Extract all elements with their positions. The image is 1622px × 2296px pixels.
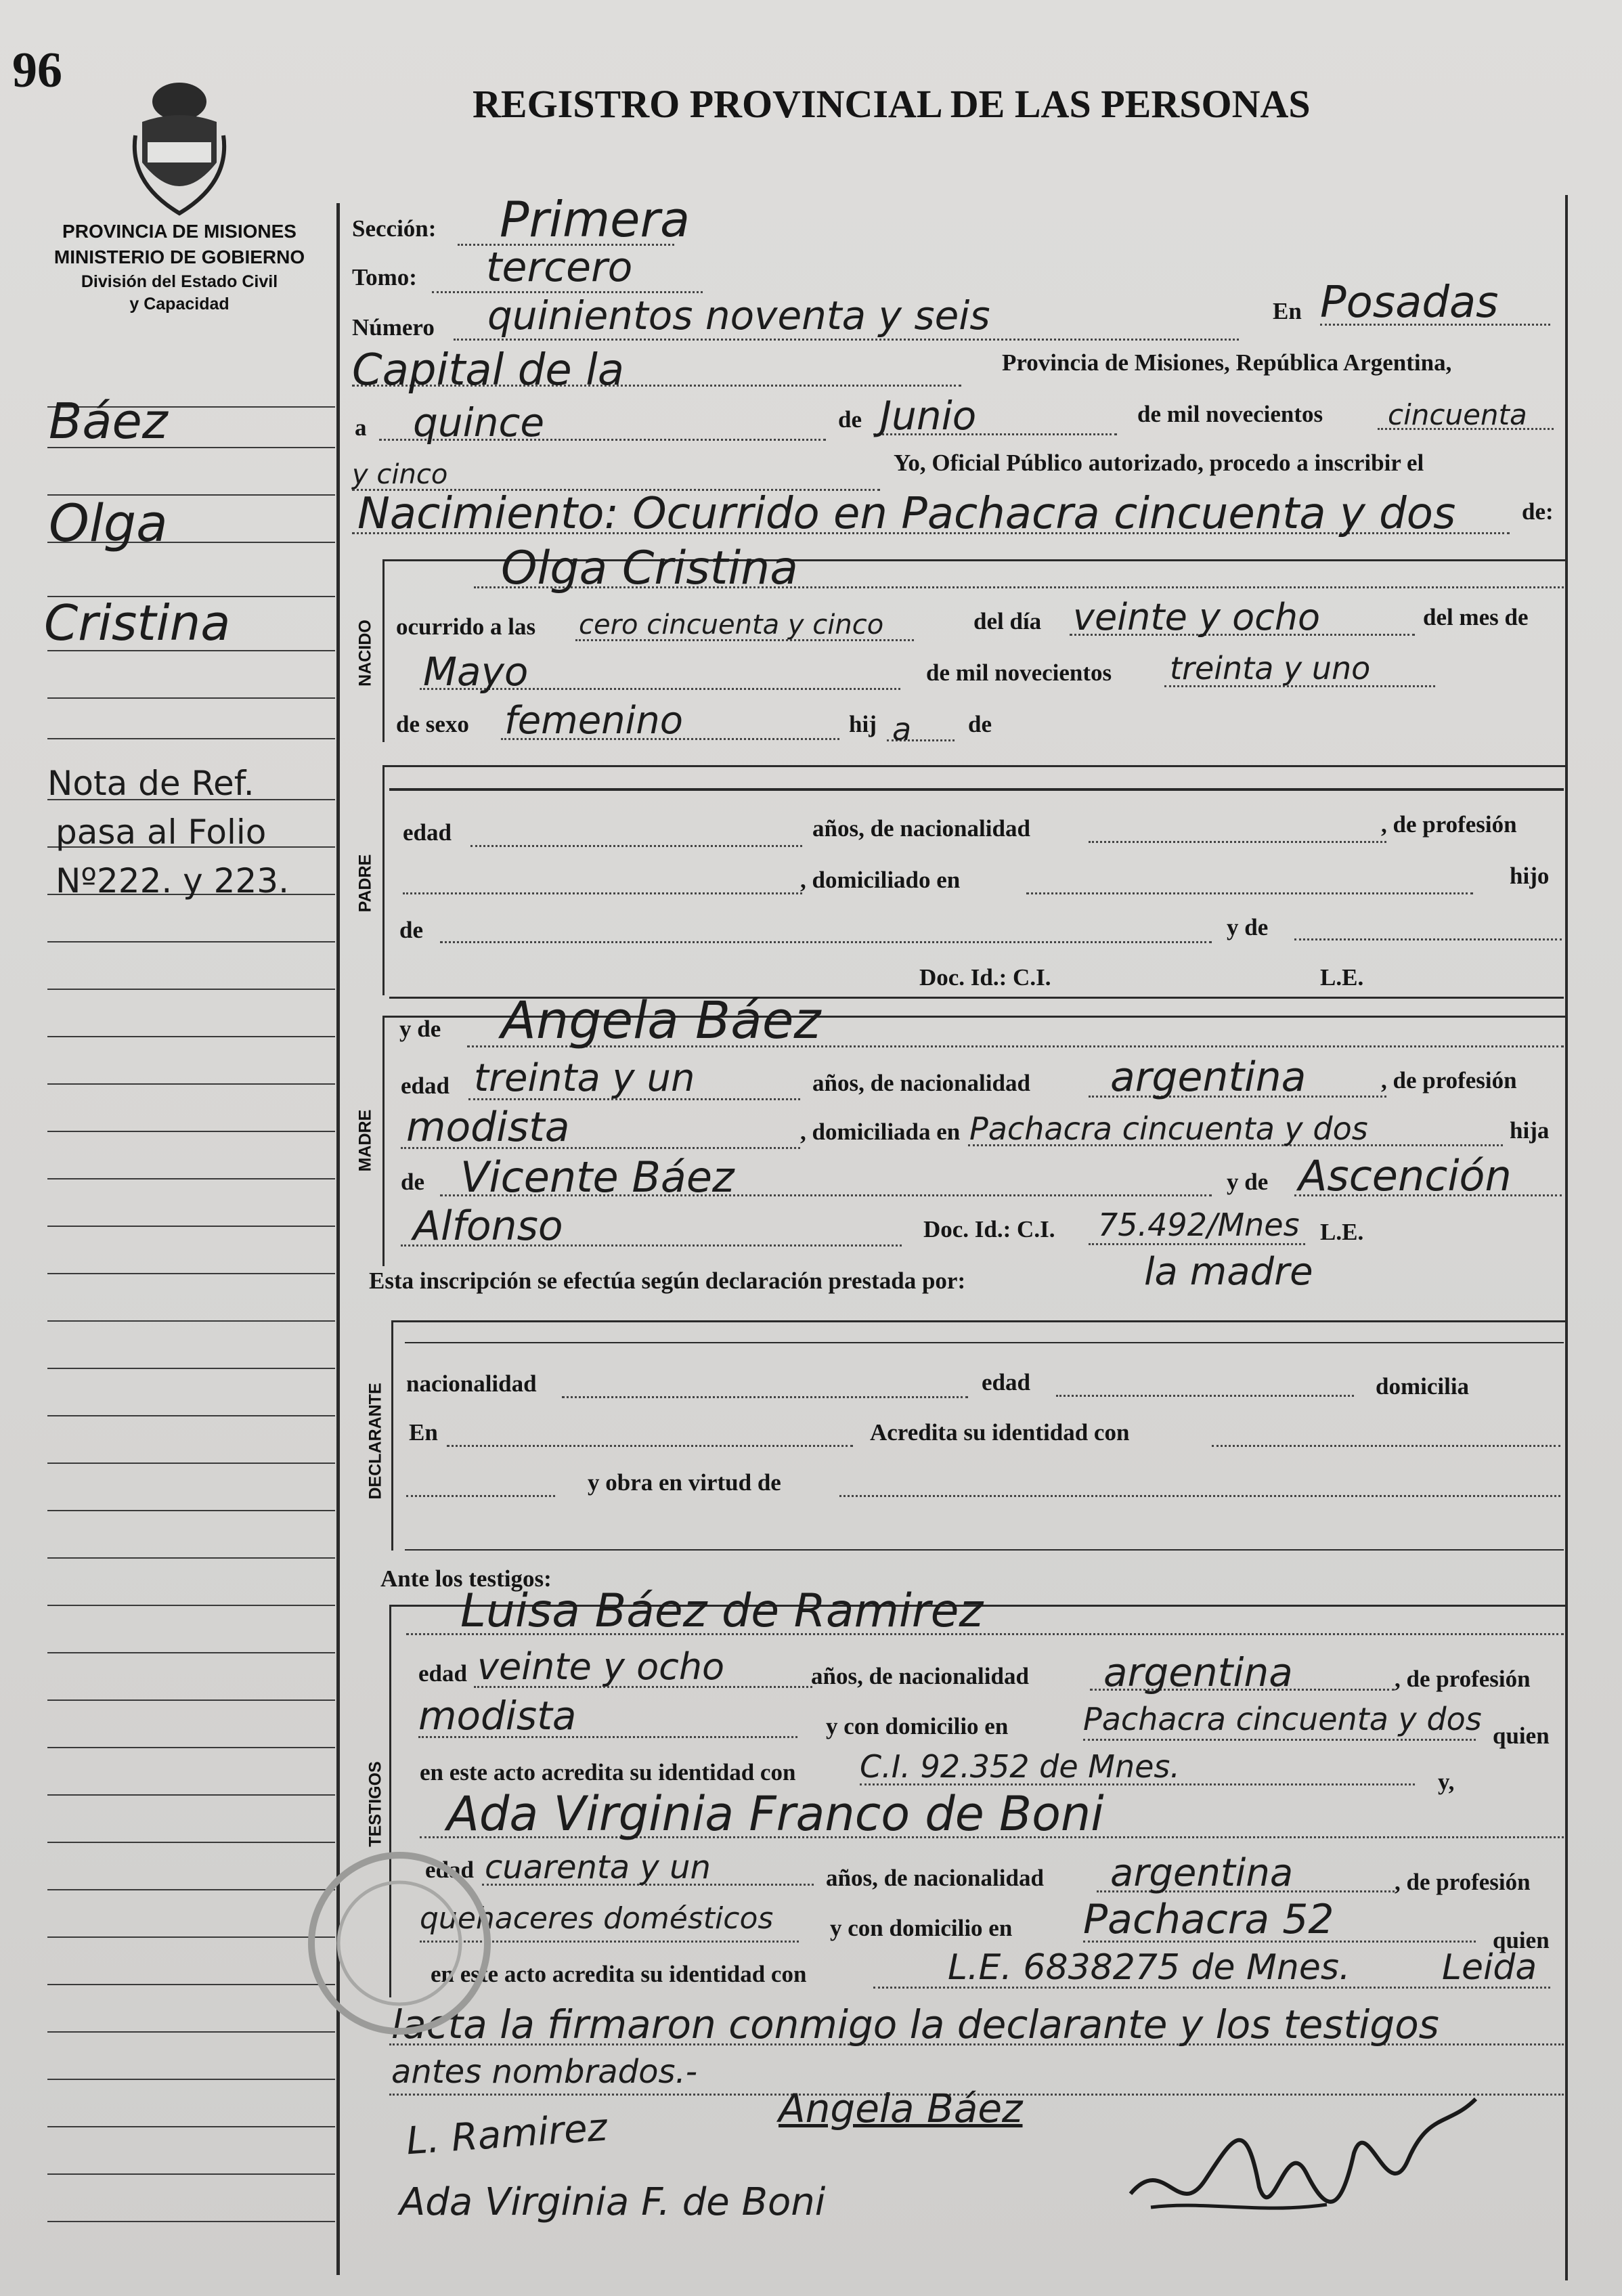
decl-en-label: En: [409, 1419, 438, 1446]
dia-value: quince: [413, 399, 545, 446]
cierre-leida: Leida: [1442, 1947, 1537, 1988]
de-colon-label: de:: [1522, 498, 1554, 525]
madre-ci-value: 75.492/Mnes: [1098, 1207, 1300, 1243]
t2-prof-value: quehaceres domésticos: [420, 1901, 774, 1936]
section-padre: PADRE: [355, 854, 375, 913]
numero-value: quinientos noventa y seis: [487, 293, 990, 339]
coat-of-arms-icon: [122, 74, 237, 217]
abuelo-value: Vicente Báez: [460, 1152, 735, 1202]
mes-value: Junio: [880, 393, 977, 439]
madre-dom-label: , domiciliada en: [800, 1119, 961, 1145]
t1-nombre-value: Luisa Báez de Ramirez: [460, 1584, 984, 1638]
anio-nac-value: treinta y uno: [1170, 650, 1371, 687]
abuela-value-1: Ascención: [1298, 1151, 1512, 1200]
madre-nac-value: argentina: [1110, 1054, 1307, 1101]
t1-dom-label: y con domicilio en: [826, 1713, 1009, 1739]
madre-prof-value: modista: [406, 1104, 570, 1151]
margin-surname: Báez: [49, 393, 168, 450]
decl-domicilia-label: domicilia: [1376, 1373, 1470, 1400]
provincia-label: Provincia de Misiones, República Argentina,: [1002, 349, 1452, 376]
abuela-value-2: Alfonso: [413, 1203, 563, 1250]
numero-label: Número: [352, 314, 435, 341]
issuer-line2: MINISTERIO DE GOBIERNO: [53, 246, 305, 267]
issuer-block: [34, 221, 325, 314]
madre-hija-label: hija: [1510, 1117, 1550, 1144]
anio-value-2: y cinco: [352, 459, 448, 490]
sexo-value: femenino: [504, 699, 683, 743]
padre-de-label: de: [399, 917, 423, 943]
issuer-line1: PROVINCIA DE MISIONES: [62, 221, 297, 242]
margin-name1: Olga: [49, 493, 168, 553]
t1-prof-label: , de profesión: [1395, 1666, 1531, 1692]
tomo-label: Tomo:: [352, 264, 417, 290]
del-dia-label: del día: [973, 608, 1042, 634]
decl-obra-label: y obra en virtud de: [588, 1469, 781, 1496]
section-testigos: TESTIGOS: [366, 1761, 385, 1847]
signature-3: Ada Virginia F. de Boni: [399, 2180, 826, 2224]
t1-edad-value: veinte y ocho: [477, 1645, 725, 1688]
declarante-value: la madre: [1144, 1250, 1313, 1294]
t2-id-value: L.E. 6838275 de Mnes.: [948, 1947, 1351, 1988]
signature-2: Angela Báez: [779, 2085, 1023, 2131]
t2-acto-label: en este acto acredita su identidad con: [431, 1961, 807, 1987]
section-declarante: DECLARANTE: [366, 1383, 385, 1500]
madre-doc-label: Doc. Id.: C.I.: [923, 1216, 1055, 1242]
cierre-line-2: lacta la firmaron conmigo la declarante y los testigos: [391, 2001, 1439, 2048]
t2-edad-value: cuarenta y un: [485, 1848, 711, 1886]
t1-prof-value: modista: [418, 1693, 577, 1739]
madre-edad-value: treinta y un: [474, 1056, 695, 1100]
de-mil-label: de mil novecientos: [1137, 401, 1323, 427]
margin-ref-line2: pasa al Folio: [56, 813, 267, 852]
nombre-value: Olga Cristina: [501, 542, 798, 595]
madre-prof-label: , de profesión: [1381, 1067, 1517, 1093]
t1-dom-value: Pachacra cincuenta y dos: [1083, 1701, 1482, 1737]
declaracion-label: Esta inscripción se efectúa según declaración prestada por:: [369, 1268, 966, 1294]
seccion-value: Primera: [500, 191, 691, 248]
t1-y-label: y,: [1438, 1769, 1455, 1795]
del-mes-label: del mes de: [1423, 604, 1529, 630]
t2-edad-label: edad: [425, 1857, 474, 1883]
hij-label: hij: [849, 711, 877, 737]
t2-nac-value: argentina: [1110, 1851, 1294, 1895]
t1-nac-label: años, de nacionalidad: [811, 1663, 1029, 1689]
madre-edad-label: edad: [401, 1073, 450, 1099]
t1-nac-value: argentina: [1103, 1649, 1293, 1695]
official-signature-icon: [1124, 2072, 1503, 2234]
a-label: a: [355, 414, 367, 441]
en-label: En: [1273, 298, 1302, 324]
t2-nac-label: años, de nacionalidad: [826, 1865, 1044, 1891]
margin-ref-line3: Nº222. y 223.: [56, 861, 289, 901]
t1-edad-label: edad: [418, 1660, 467, 1687]
t1-acto-label: en este acto acredita su identidad con: [420, 1759, 796, 1785]
page-number: 96: [12, 43, 62, 98]
madre-le-label: L.E.: [1320, 1219, 1364, 1245]
ocurrido-label: ocurrido a las: [396, 613, 536, 640]
hij-value: a: [892, 711, 912, 748]
padre-prof-label: , de profesión: [1381, 811, 1517, 838]
padre-hijo-label: hijo: [1510, 863, 1550, 889]
cierre-line-3: antes nombrados.-: [391, 2053, 698, 2091]
madre-y-de-label-2: y de: [1227, 1169, 1269, 1195]
ciudad-value: Posadas: [1320, 278, 1499, 328]
madre-de-label: de: [401, 1169, 424, 1195]
acto-value: Nacimiento: Ocurrido en Pachacra cincuenta y dos: [357, 489, 1456, 539]
hora-value: cero cincuenta y cinco: [579, 609, 884, 641]
padre-dom-label: , domiciliado en: [800, 867, 961, 893]
seccion-label: Sección:: [352, 215, 437, 242]
padre-le-label: L.E.: [1320, 964, 1364, 991]
t1-id-value: C.I. 92.352 de Mnes.: [860, 1748, 1180, 1785]
yo-label: Yo, Oficial Público autorizado, procedo a inscribir el: [894, 450, 1424, 476]
capital-value: Capital de la: [352, 345, 625, 395]
anio-value-1: cincuenta: [1388, 398, 1527, 431]
padre-edad-label: edad: [403, 819, 452, 846]
tomo-value: tercero: [486, 244, 633, 291]
t1-quien-label: quien: [1493, 1723, 1550, 1749]
document-title: REGISTRO PROVINCIAL DE LAS PERSONAS: [473, 82, 1311, 126]
section-madre: MADRE: [355, 1109, 375, 1172]
t2-nombre-value: Ada Virginia Franco de Boni: [447, 1786, 1104, 1842]
margin-name2: Cristina: [44, 594, 231, 651]
madre-nac-label: años, de nacionalidad: [812, 1070, 1030, 1096]
madre-y-de-label: y de: [399, 1016, 441, 1042]
de-mil-label-2: de mil novecientos: [926, 659, 1112, 686]
issuer-line3: División del Estado Civil: [81, 272, 278, 291]
padre-box-top: [382, 765, 1565, 767]
decl-edad-label: edad: [982, 1369, 1030, 1395]
t2-dom-value: Pachacra 52: [1083, 1896, 1334, 1943]
t2-quien-label: quien: [1493, 1927, 1550, 1953]
signature-1: L. Ramirez: [405, 2105, 609, 2164]
declarante-box-top: [391, 1320, 1565, 1322]
padre-y-de-label: y de: [1227, 914, 1269, 940]
de-label-1: de: [838, 406, 862, 433]
mes-nac-value: Mayo: [423, 649, 529, 695]
padre-doc-label: Doc. Id.: C.I.: [919, 964, 1051, 991]
issuer-line4: y Capacidad: [129, 295, 229, 313]
t2-prof-label: , de profesión: [1395, 1869, 1531, 1895]
madre-nombre-value: Angela Báez: [501, 990, 821, 1050]
t2-dom-label: y con domicilio en: [830, 1915, 1013, 1941]
sexo-label: de sexo: [396, 711, 469, 737]
decl-nac-label: nacionalidad: [406, 1370, 537, 1397]
dia-nac-value: veinte y ocho: [1073, 596, 1321, 638]
testigos-label: Ante los testigos:: [380, 1565, 552, 1592]
frame-right-border: [1565, 195, 1568, 2280]
margin-ref-line1: Nota de Ref.: [47, 764, 255, 803]
decl-acredita-label: Acredita su identidad con: [870, 1419, 1130, 1446]
section-nacido: NACIDO: [355, 620, 375, 687]
padre-nac-label: años, de nacionalidad: [812, 815, 1030, 842]
de-label-hij: de: [968, 711, 992, 737]
stamp-icon: [298, 1842, 501, 2045]
madre-dom-value: Pachacra cincuenta y dos: [969, 1110, 1368, 1147]
